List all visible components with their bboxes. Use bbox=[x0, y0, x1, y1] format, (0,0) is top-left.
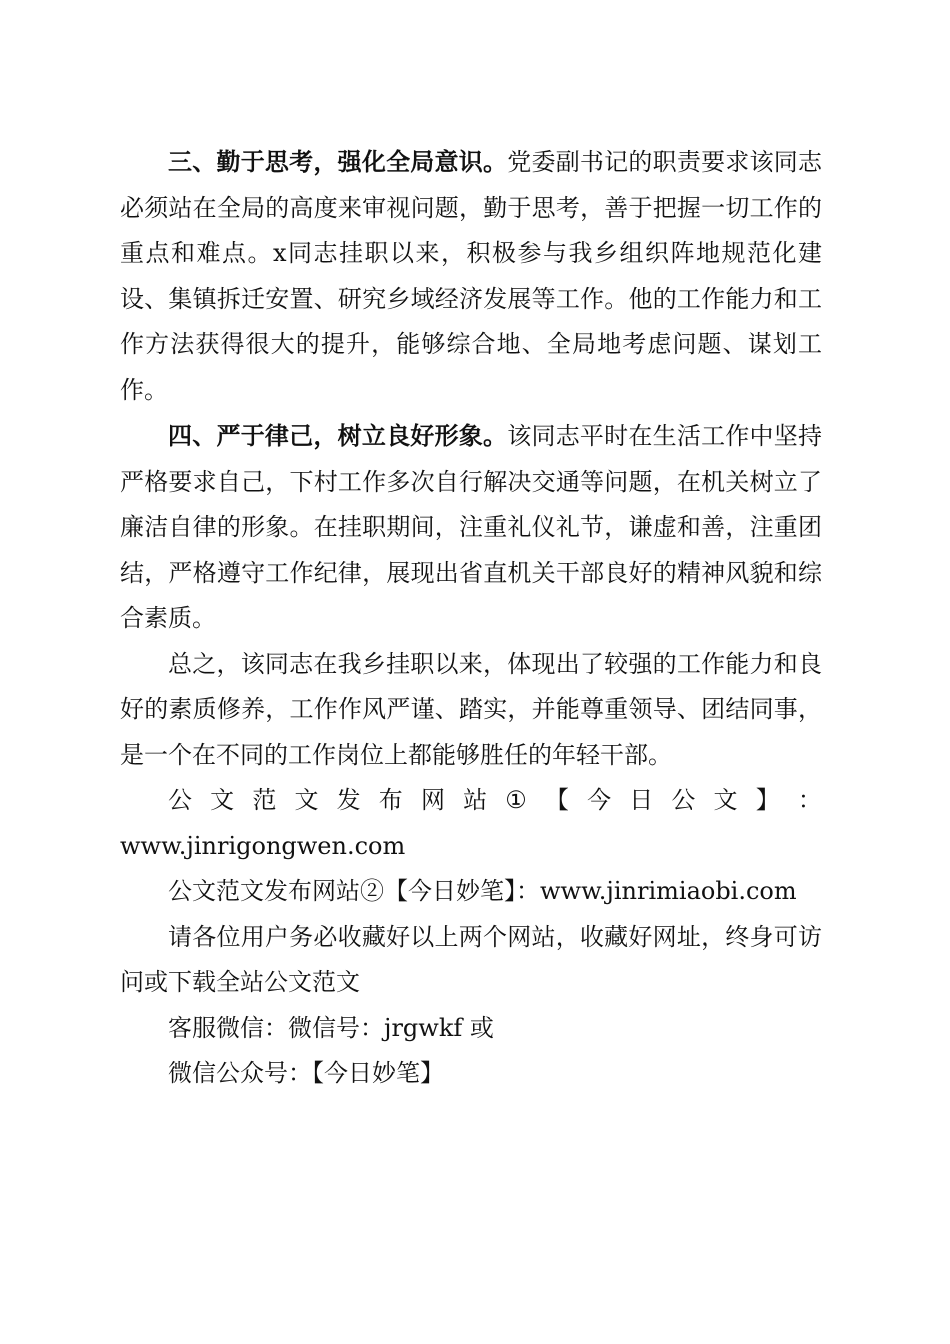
site1-label-char: 布 bbox=[378, 786, 403, 814]
site1-label-char: 站 bbox=[463, 786, 488, 814]
site2-line[interactable]: 公文范文发布网站②【今日妙笔】：www.jinrimiaobi.com bbox=[168, 877, 797, 905]
site1-label-char: 发 bbox=[336, 786, 361, 814]
site1-label-char: 公 bbox=[168, 786, 192, 814]
bookmark-notice: 请各位用户务必收藏好以上两个网站，收藏好网址，终身可访问或下载全站公文范文 bbox=[120, 922, 822, 996]
section-3-heading: 三、勤于思考，强化全局意识。 bbox=[168, 147, 508, 176]
site1-label-char: 【 bbox=[544, 786, 569, 814]
wechat-service: 客服微信：微信号：jrgwkf 或 bbox=[168, 1013, 494, 1042]
site1-label-char: 文 bbox=[294, 786, 319, 814]
site1-label-char: 文 bbox=[713, 786, 738, 814]
site1-label-char: 今 bbox=[587, 786, 612, 814]
site1-label-char: 范 bbox=[252, 786, 277, 814]
site1-label-char: ： bbox=[797, 786, 822, 814]
site1-label-char: 】 bbox=[755, 786, 780, 814]
site1-label-line bbox=[120, 778, 822, 824]
document-page bbox=[120, 139, 822, 1097]
paragraph-conclusion bbox=[120, 642, 822, 779]
site1-url[interactable]: www.jinrigongwen.com bbox=[120, 831, 406, 860]
conclusion-body: 总之，该同志在我乡挂职以来，体现出了较强的工作能力和良好的素质修养，工作作风严谨、踏实，并能尊重领导、团结同事，是一个在不同的工作岗位上都能够胜任的年轻干部。 bbox=[120, 649, 822, 769]
site1-label-char: 文 bbox=[210, 786, 235, 814]
site1-label-char: 公 bbox=[671, 786, 696, 814]
site1-label-char: 网 bbox=[420, 786, 445, 814]
section-4-body: 该同志平时在生活工作中坚持严格要求自己，下村工作多次自行解决交通等问题，在机关树立了廉洁自律的形象。在挂职期间，注重礼仪礼节，谦虚和善，注重团结，严格遵守工作纪律，展现出省直机关干部良好的精神风貌和综合素质。 bbox=[120, 422, 823, 632]
wechat-official-account: 微信公众号：【今日妙笔】 bbox=[168, 1059, 444, 1087]
paragraph-section-3 bbox=[120, 139, 822, 413]
section-3-body: 党委副书记的职责要求该同志必须站在全局的高度来审视问题，勤于思考，善于把握一切工作的重点和难点。x同志挂职以来，积极参与我乡组织阵地规范化建设、集镇拆迁安置、研究乡域经济发展等工作。他的工作能力和工作方法获得很大的提升，能够综合地、全局地考虑问题、谋划工作。 bbox=[120, 148, 823, 404]
site1-label-char: ① bbox=[505, 786, 527, 814]
site1-label-char: 日 bbox=[629, 786, 654, 814]
section-4-heading: 四、严于律己，树立良好形象。 bbox=[168, 421, 508, 450]
paragraph-section-4 bbox=[120, 413, 822, 642]
